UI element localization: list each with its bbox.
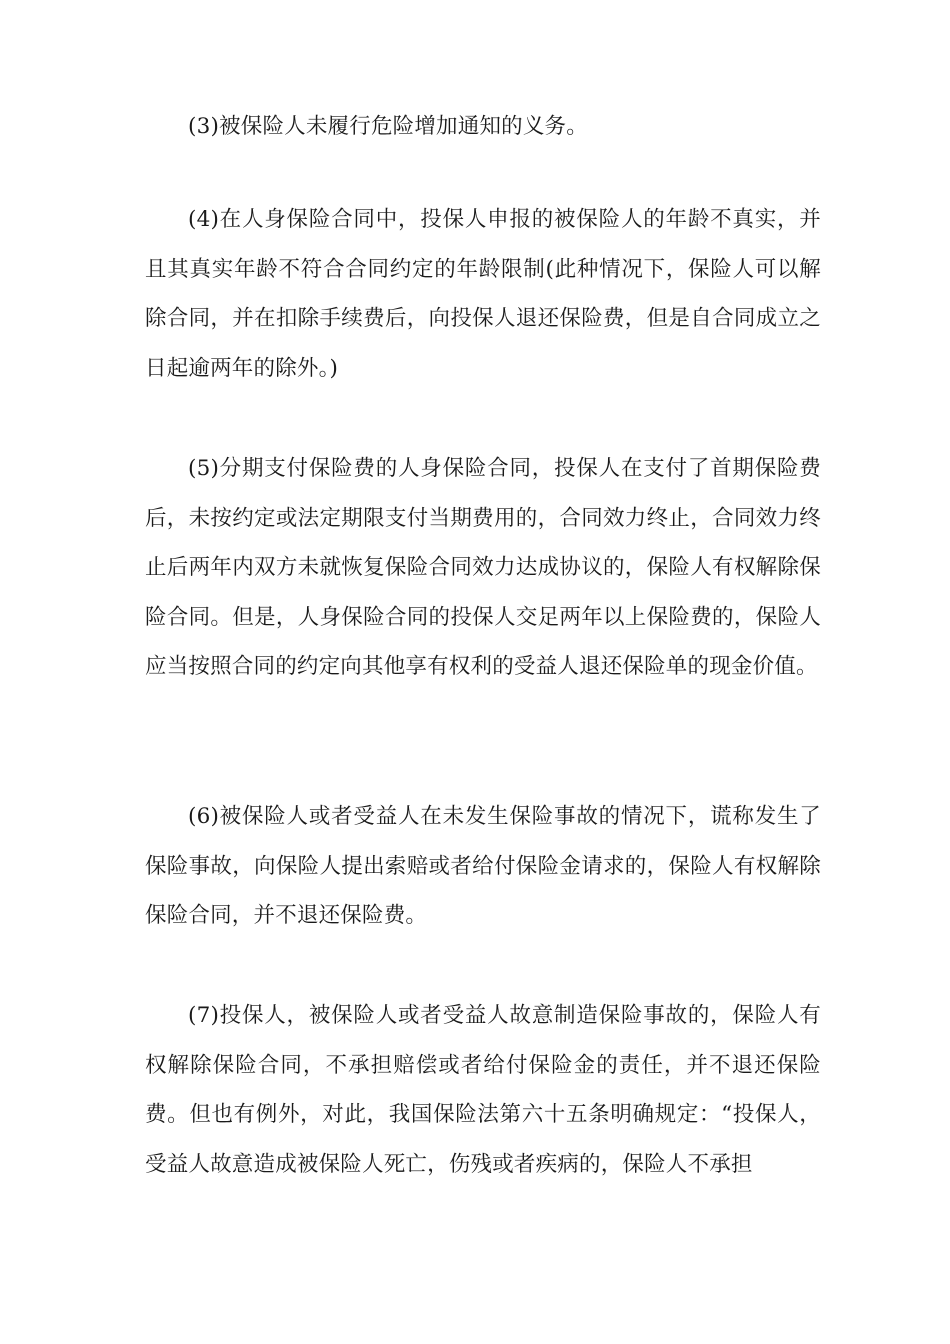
paragraph-item-7: (7)投保人，被保险人或者受益人故意制造保险事故的，保险人有权解除保险合同，不承担赔偿或者给付保险金的责任，并不退还保险费。但也有例外，对此，我国保险法第六十五条明确规定：“投保人，受益人故意造成被保险人死亡，伤残或者疾病的，保险人不承担 (145, 1003, 821, 1177)
paragraph-item-4: (4)在人身保险合同中，投保人申报的被保险人的年龄不真实，并且其真实年龄不符合合同约定的年龄限制(此种情况下，保险人可以解除合同，并在扣除手续费后，向投保人退还保险费，但是自合同成立之日起逾两年的除外。) (145, 207, 821, 381)
paragraph-item-6: (6)被保险人或者受益人在未发生保险事故的情况下，谎称发生了保险事故，向保险人提出索赔或者给付保险金请求的，保险人有权解除保险合同，并不退还保险费。 (145, 804, 821, 929)
paragraph-item-5: (5)分期支付保险费的人身保险合同，投保人在支付了首期保险费后，未按约定或法定期限支付当期费用的，合同效力终止，合同效力终止后两年内双方未就恢复保险合同效力达成协议的，保险人有权解除保险合同。但是，人身保险合同的投保人交足两年以上保险费的，保险人应当按照合同的约定向其他享有权利的受益人退还保险单的现金价值。 (145, 456, 821, 680)
paragraph-item-3: (3)被保险人未履行危险增加通知的义务。 (188, 114, 588, 139)
